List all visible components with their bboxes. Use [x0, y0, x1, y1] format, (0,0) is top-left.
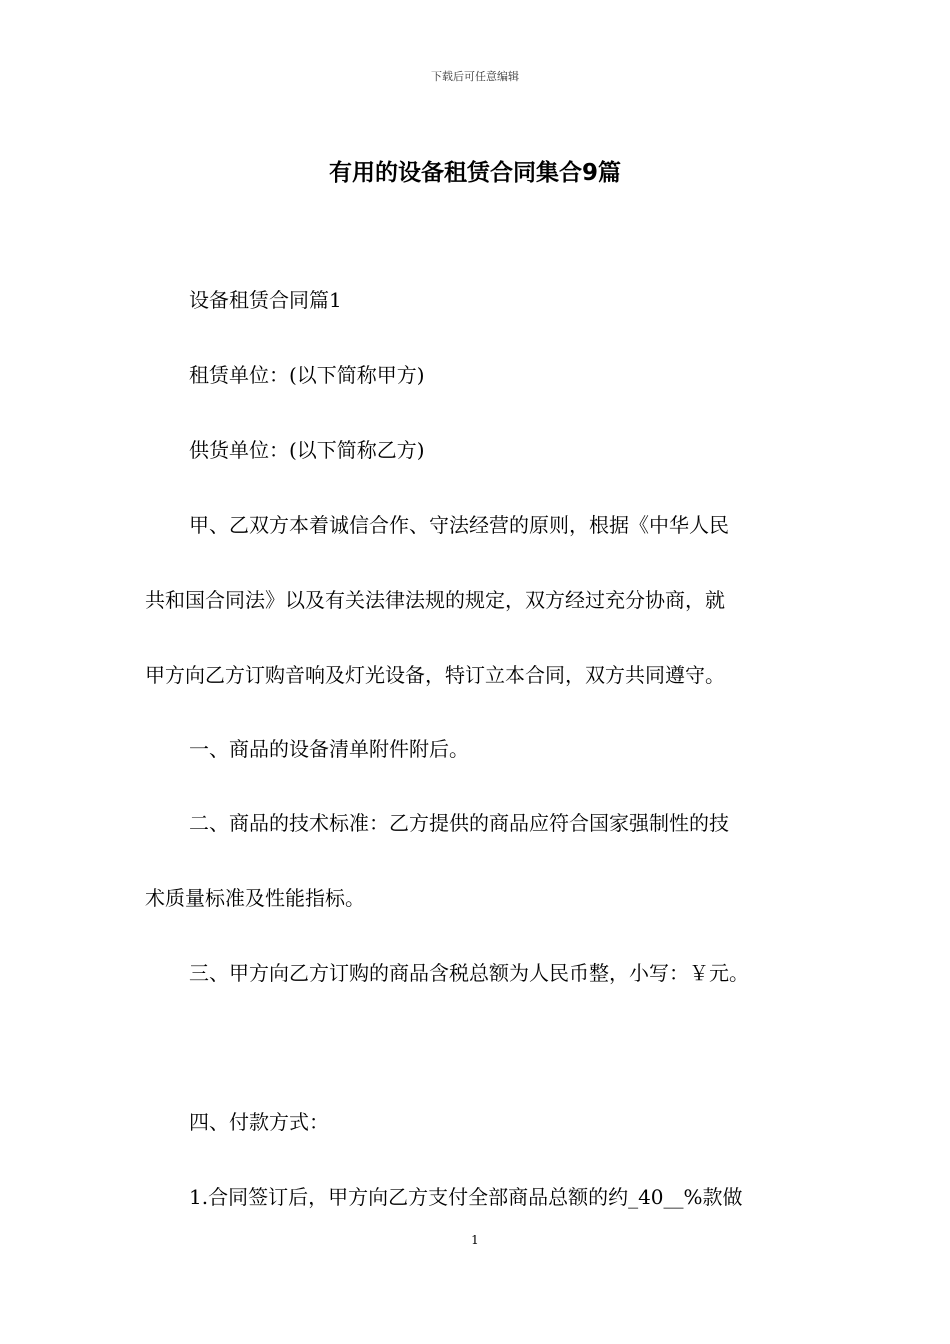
header-note: 下载后可任意编辑	[431, 70, 519, 83]
clause-line: 术质量标准及性能指标。	[145, 886, 365, 910]
supplier-line: 供货单位：(以下简称乙方)	[189, 438, 425, 462]
clause-line: 一、商品的设备清单附件附后。	[189, 737, 469, 761]
page-number: 1	[471, 1233, 479, 1247]
clause-line: 四、付款方式：	[189, 1110, 329, 1134]
paragraph-line: 甲、乙双方本着诚信合作、守法经营的原则，根据《中华人民	[189, 513, 729, 537]
section-heading: 设备租赁合同篇1	[189, 288, 342, 312]
clause-line: 二、商品的技术标准：乙方提供的商品应符合国家强制性的技	[189, 811, 729, 835]
clause-line: 三、甲方向乙方订购的商品含税总额为人民币整，小写：￥元。	[189, 961, 749, 985]
document-title: 有用的设备租赁合同集合9篇	[328, 160, 621, 186]
paragraph-line: 共和国合同法》以及有关法律法规的规定，双方经过充分协商，就	[145, 588, 725, 612]
paragraph-line: 甲方向乙方订购音响及灯光设备，特订立本合同，双方共同遵守。	[145, 663, 725, 687]
lessee-line: 租赁单位：(以下简称甲方)	[189, 363, 425, 387]
clause-line: 1.合同签订后，甲方向乙方支付全部商品总额的约_40__%款做	[189, 1185, 743, 1209]
